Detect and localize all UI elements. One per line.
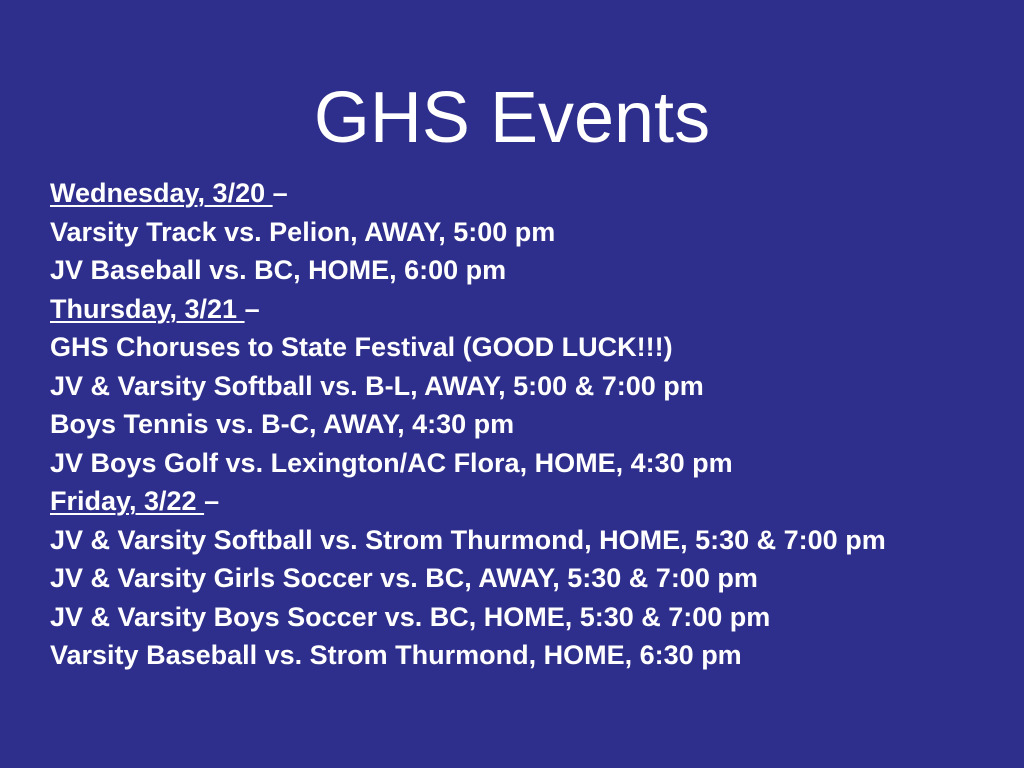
slide-title: GHS Events (313, 78, 711, 158)
event-item: Varsity Track vs. Pelion, AWAY, 5:00 pm (50, 216, 556, 247)
day-heading-label: Wednesday, 3/20 (50, 178, 273, 208)
event-item: Boys Tennis vs. B-C, AWAY, 4:30 pm (50, 409, 515, 439)
event-item: JV Baseball vs. BC, HOME, 6:00 pm (50, 255, 507, 285)
day-heading-dash: – (204, 486, 220, 516)
event-item: JV & Varsity Softball vs. B-L, AWAY, 5:00 & 7:00 pm (50, 370, 704, 401)
day-heading-label: Friday, 3/22 (50, 486, 205, 516)
event-item: JV & Varsity Girls Soccer vs. BC, AWAY, 5:30 & 7:00 pm (50, 563, 758, 593)
event-item: JV Boys Golf vs. Lexington/AC Flora, HOME, 4:30 pm (50, 447, 733, 478)
event-item: JV & Varsity Softball vs. Strom Thurmond, HOME, 5:30 & 7:00 pm (50, 524, 886, 555)
event-item: Varsity Baseball vs. Strom Thurmond, HOME, 6:30 pm (50, 640, 742, 670)
day-heading-dash: – (244, 293, 260, 324)
day-heading-friday (50, 482, 1000, 521)
day-heading-wednesday (50, 174, 1000, 213)
day-heading-dash: – (272, 178, 288, 208)
event-item: GHS Choruses to State Festival (GOOD LUCK!!!) (50, 332, 673, 362)
event-item: JV & Varsity Boys Soccer vs. BC, HOME, 5:30 & 7:00 pm (50, 601, 771, 632)
day-heading-label: Thursday, 3/21 (50, 293, 245, 324)
events-list (50, 174, 1000, 675)
day-heading-thursday (50, 290, 1000, 329)
